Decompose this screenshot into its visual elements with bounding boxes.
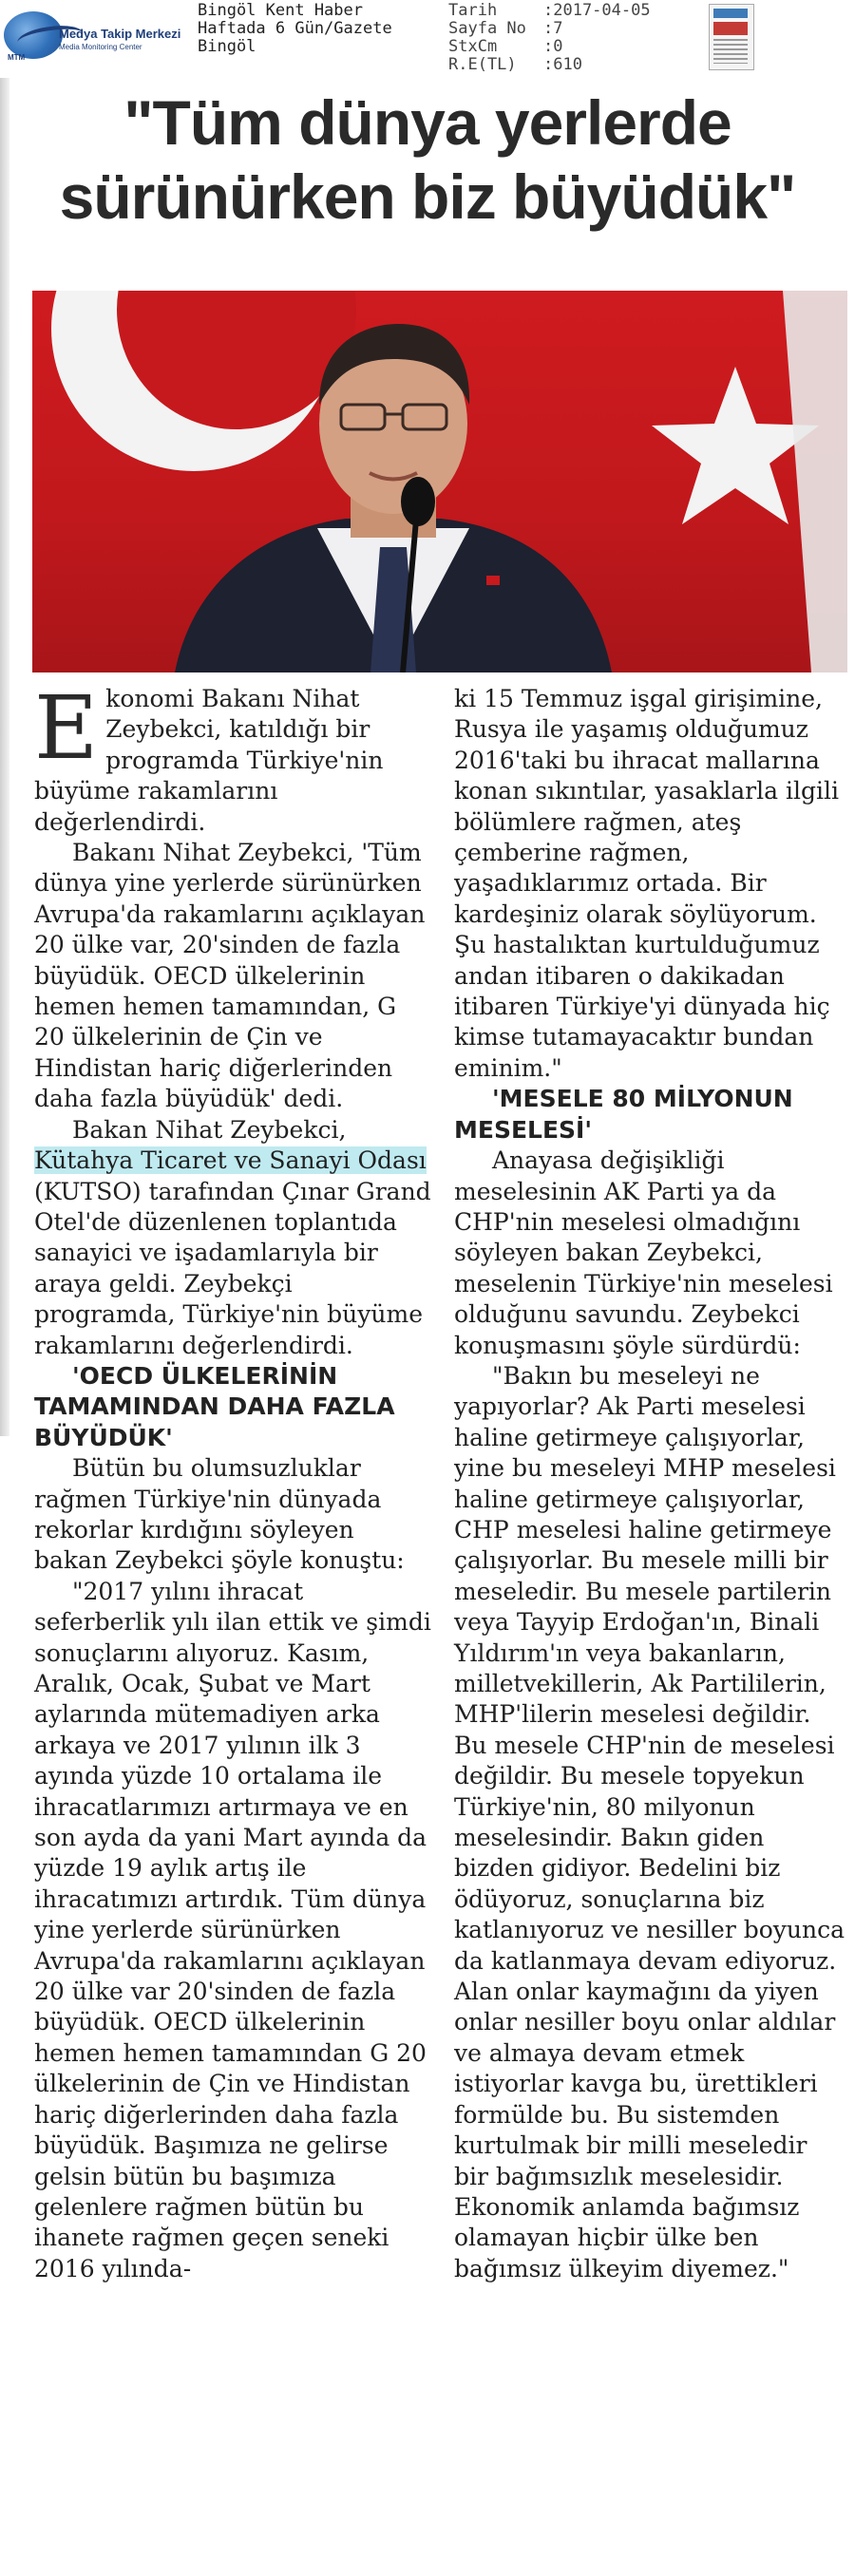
agency-logo — [4, 6, 194, 63]
paragraph — [34, 1115, 431, 1361]
speaker-photo — [32, 291, 847, 672]
logo-name: Medya Takip Merkezi — [59, 27, 181, 41]
meta-row — [448, 20, 651, 38]
page-thumbnail[interactable] — [709, 4, 754, 70]
source-publication: Bingöl Kent Haber — [198, 1, 363, 20]
meta-row — [448, 38, 651, 56]
logo-abbreviation: MTM — [8, 53, 26, 62]
paragraph: "Bakın bu meseleyi ne yapıyorlar? Ak Parti meselesi haline getirmeye çalışıyorlar, yine bu meseleyi MHP meselesi haline getirmeye çalışıyorlar, CHP meselesi haline getirmeye çalışıyorlar. Bu mesele milli bir meseledir. Bu mesele partilerin veya Tayyip Erdoğan'ın, Binali Yıldırım'ın veya bakanların, milletvekillerin, Ak Partililerin, MHP'lilerin meselesi değildir. Bu mesele CHP'nin de meselesi değildir. Bu mesele topyekun Türkiye'nin, 80 milyonun meselesindir. Bakın giden bizden gidiyor. Bedelini biz ödüyoruz, sonuçlarına biz katlanıyoruz ve nesiller boyunca da katlanmaya devam ediyoruz. Alan onlar kaymağını da yiyen onlar nesiller boyu onlar aldılar ve almaya devam etmek istiyorlar kavga bu, ürettikleri formülde bu. Bu sistemden kurtulmak bir milli meseledir bir bağımsızlık meselesidir. Ekonomik anlamda bağımsız olamayan hiçbir ülke ben bağımsız ülkeyim diyemez." — [454, 1361, 845, 2282]
clipping-header — [0, 0, 855, 78]
paragraph: konomi Bakanı Nihat Zeybekci, katıldığı bir programda Türkiye'nin büyüme rakamlarını değerlendirdi. — [34, 685, 384, 836]
subheading: 'OECD ÜLKELERİNİN TAMAMINDAN DAHA FAZLA BÜYÜDÜK' — [34, 1361, 395, 1451]
meta-key: Tarih — [448, 1, 498, 20]
article-column-left — [34, 677, 431, 2284]
source-frequency: Haftada 6 Gün/Gazete — [198, 19, 392, 38]
article-column-right — [454, 684, 846, 2284]
clipping-meta — [448, 2, 651, 74]
paragraph: Anayasa değişikliği meselesinin AK Parti ya da CHP'nin meselesi olmadığını söyleyen bakan Zeybekci, meselenin Türkiye'nin meselesi olduğunu savundu. Zeybekci konuşmasını şöyle sürdürdü: — [454, 1146, 833, 1359]
subheading: 'MESELE 80 MİLYONUN MESELESİ' — [454, 1085, 793, 1144]
meta-row — [448, 2, 651, 20]
meta-value: :0 — [543, 37, 563, 56]
meta-key: StxCm — [448, 37, 498, 56]
source-city: Bingöl — [198, 37, 256, 56]
speaker-illustration — [32, 291, 847, 672]
meta-key: Sayfa No — [448, 19, 526, 38]
drop-cap: E — [34, 677, 99, 779]
paragraph-text: Bakan Nihat Zeybekci, — [72, 1115, 347, 1144]
meta-row — [448, 56, 651, 74]
highlighted-organization: Kütahya Ticaret ve Sanayi Odası — [34, 1146, 427, 1175]
paragraph: ki 15 Temmuz işgal girişimine, Rusya ile yaşamış olduğumuz 2016'taki bu ihracat mallarına konan sıkıntılar, yasaklarla ilgili bölümlere rağmen, ateş çemberine rağmen, yaşadıklarımız ortada. Bir kardeşiniz olarak söylüyorum. Şu hastalıktan kurtulduğumuz andan itibaren o dakikadan itibaren Türkiye'yi dünyada hiç kimse tutamayacaktır bundan eminim." — [454, 685, 839, 1082]
paragraph-text: (KUTSO) tarafından Çınar Grand Otel'de düzenlenen toplantıda sanayici ve işadamlarıyla bir araya geldi. Zeybekçi programda, Türkiye'nin büyüme rakamlarını değerlendirdi. — [34, 1177, 431, 1359]
logo-subtitle: Media Monitoring Center — [59, 43, 142, 51]
meta-value: :7 — [543, 19, 563, 38]
meta-key: R.E(TL) — [448, 55, 517, 74]
headline — [19, 85, 836, 234]
scan-edge-shadow — [0, 78, 10, 1436]
paragraph: Bakanı Nihat Zeybekci, 'Tüm dünya yine yerlerde sürünürken Avrupa'da rakamlarını açıklayan 20 ülke var, 20'sinden de fazla büyüdük. OECD ülkelerinin hemen hemen tamamından, G 20 ülkelerinin de Çin ve Hindistan hariç diğerlerinden daha fazla büyüdük' dedi. — [34, 839, 426, 1113]
paragraph: "2017 yılını ihracat seferberlik yılı ilan ettik ve şimdi sonuçlarını alıyoruz. Kasım, Aralık, Ocak, Şubat ve Mart aylarında mütemadiyen arka arkaya ve 2017 yılının ilk 3 ayında yüzde 10 ortalama ile ihracatlarımızı artırmaya ve en son ayda da yani Mart ayında da yüzde 19 aylık artış ile ihracatımızı artırdık. Tüm dünya yine yerlerde sürünürken Avrupa'da rakamlarını açıklayan 20 ülke var 20'sinden de fazla büyüdük. OECD ülkelerinin hemen hemen tamamından G 20 ülkelerinin de Çin ve Hindistan hariç diğerlerinden daha fazla büyüdük. Başımıza ne gelirse gelsin bütün bu başımıza gelenlere rağmen bütün bu ihanete rağmen geçen seneki 2016 yılında- — [34, 1577, 431, 2282]
headline-line: sürünürken biz büyüdük" — [59, 161, 796, 232]
meta-value: :610 — [543, 55, 582, 74]
source-info — [198, 2, 392, 56]
paragraph: Bütün bu olumsuzluklar rağmen Türkiye'nin dünyada rekorlar kırdığını söyleyen bakan Zeybekci şöyle konuştu: — [34, 1454, 405, 1575]
headline-line: "Tüm dünya yerlerde — [124, 87, 732, 158]
meta-value: :2017-04-05 — [543, 1, 651, 20]
